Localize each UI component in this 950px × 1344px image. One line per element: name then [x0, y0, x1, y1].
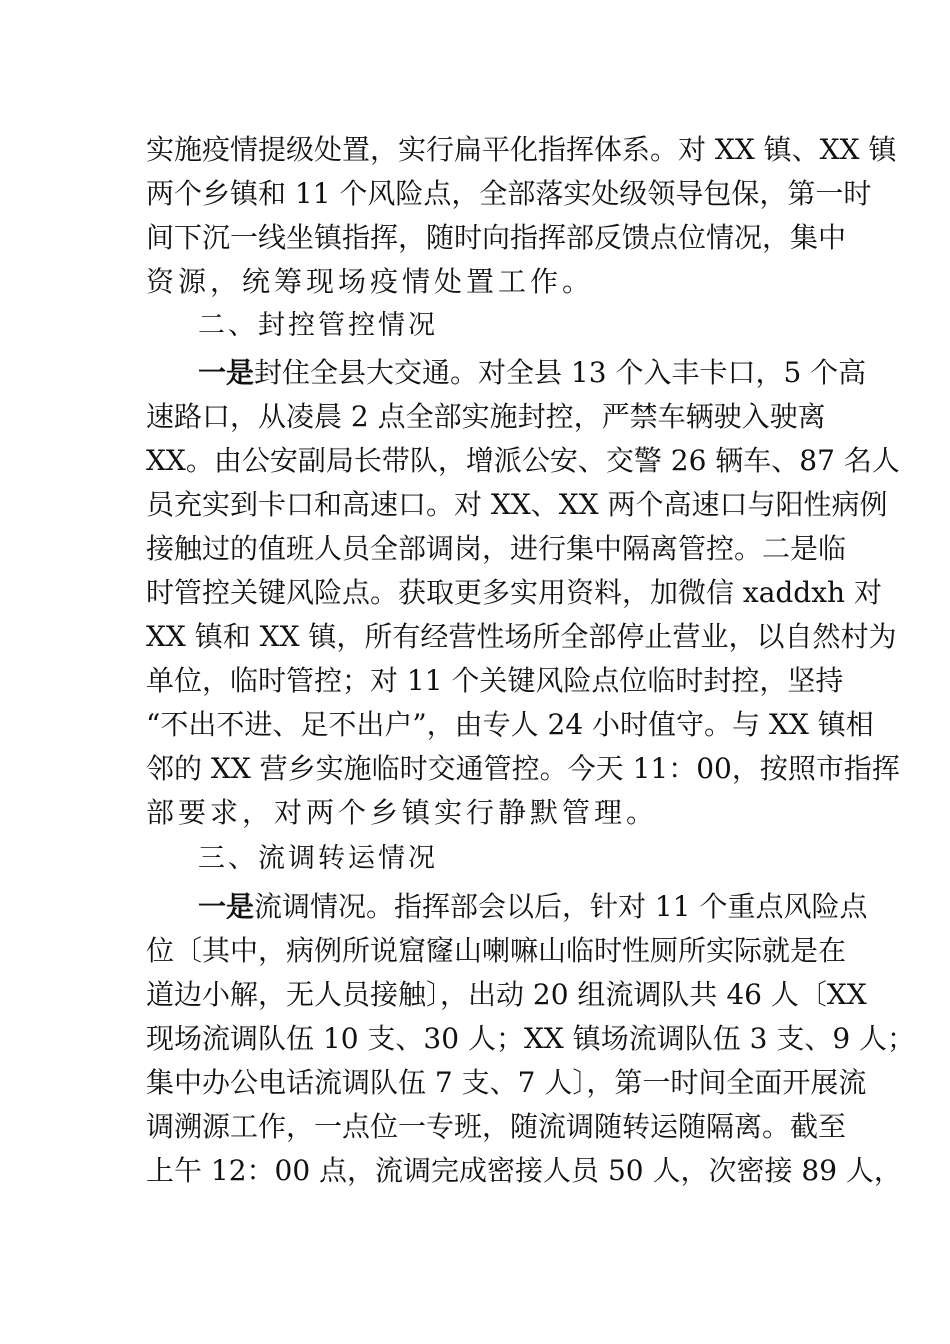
first-line-text: 封住全县大交通。对全县 13 个入丰卡口，5 个高 [254, 356, 867, 389]
first-line-text: 流调情况。指挥部会以后，针对 11 个重点风险点 [254, 890, 868, 923]
lead-label: 一是 [198, 890, 255, 923]
paragraph-line: 上午 12：00 点，流调完成密接人员 50 人，次密接 89 人， [146, 1154, 902, 1187]
section-heading: 二、封控管控情况 [198, 310, 438, 341]
paragraph-line: 道边小解，无人员接触〕，出动 20 组流调队共 46 人〔XX [146, 978, 867, 1011]
paragraph-first-line [198, 353, 867, 393]
paragraph-line: 调溯源工作，一点位一专班，随流调随转运随隔离。截至 [146, 1110, 847, 1143]
paragraph-line: 实施疫情提级处置，实行扁平化指挥体系。对 XX 镇、XX 镇 [146, 133, 897, 166]
section-heading: 三、流调转运情况 [198, 843, 438, 874]
paragraph-line: XX。由公安副局长带队，增派公安、交警 26 辆车、87 名人 [146, 444, 900, 477]
paragraph-line: “不出不进、足不出户”，由专人 24 小时值守。与 XX 镇相 [146, 708, 874, 741]
paragraph-line: 资源，统筹现场疫情处置工作。 [146, 265, 595, 298]
paragraph-first-line [198, 887, 868, 927]
paragraph-line: 时管控关键风险点。获取更多实用资料，加微信 xaddxh 对 [146, 576, 882, 609]
paragraph-line: 两个乡镇和 11 个风险点，全部落实处级领导包保，第一时 [146, 177, 872, 210]
paragraph-line: 位〔其中，病例所说窟窿山喇嘛山临时性厕所实际就是在 [146, 934, 847, 967]
paragraph-line: 集中办公电话流调队伍 7 支、7 人〕，第一时间全面开展流 [146, 1066, 867, 1099]
paragraph-line: 单位，临时管控；对 11 个关键风险点位临时封控，坚持 [146, 664, 844, 697]
paragraph-line: 部要求，对两个乡镇实行静默管理。 [146, 796, 659, 829]
paragraph-line: 员充实到卡口和高速口。对 XX、XX 两个高速口与阳性病例 [146, 488, 888, 521]
paragraph-line: XX 镇和 XX 镇，所有经营性场所全部停止营业，以自然村为 [146, 620, 897, 653]
lead-label: 一是 [198, 356, 255, 389]
paragraph-line: 接触过的值班人员全部调岗，进行集中隔离管控。二是临 [146, 532, 847, 565]
paragraph-line: 邻的 XX 营乡实施临时交通管控。今天 11：00，按照市指挥 [146, 752, 900, 785]
paragraph-line: 现场流调队伍 10 支、30 人；XX 镇场流调队伍 3 支、9 人； [146, 1022, 916, 1055]
paragraph-line: 速路口，从凌晨 2 点全部实施封控，严禁车辆驶入驶离 [146, 400, 826, 433]
paragraph-line: 间下沉一线坐镇指挥，随时向指挥部反馈点位情况，集中 [146, 221, 847, 254]
